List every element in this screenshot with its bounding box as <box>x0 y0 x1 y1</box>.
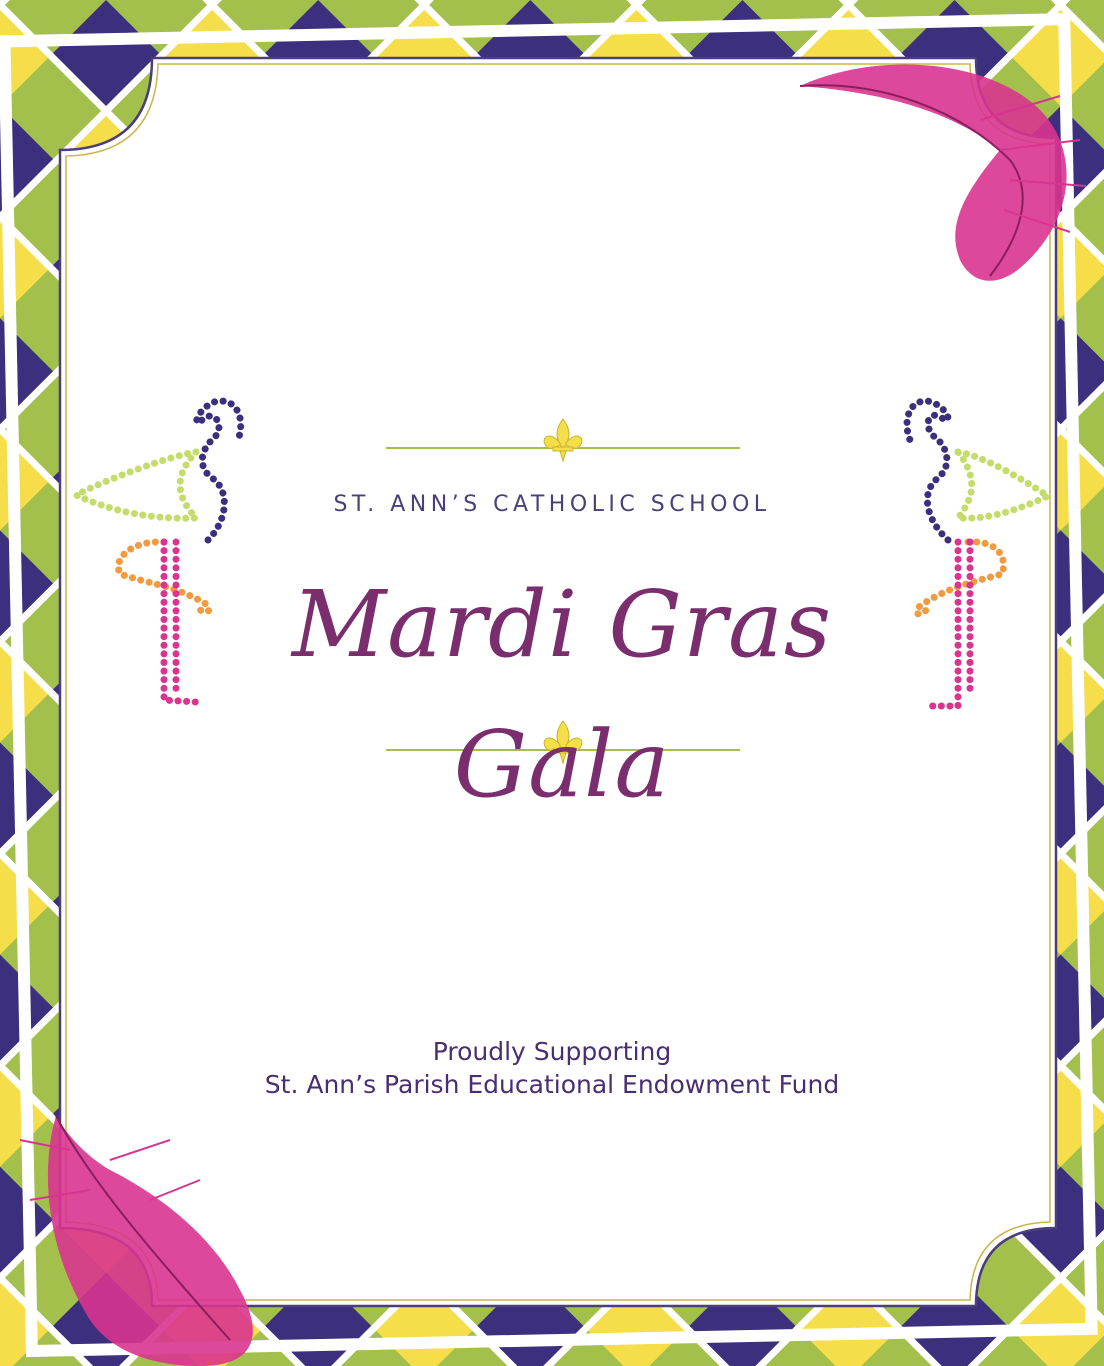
event-title: Mardi Gras Gala <box>291 571 833 818</box>
school-name: ST. ANN’S CATHOLIC SCHOOL <box>333 492 771 517</box>
support-line-2: St. Ann’s Parish Educational Endowment Fund <box>264 1070 840 1099</box>
support-text <box>0 1035 1104 1101</box>
support-line-1: Proudly Supporting <box>432 1037 672 1066</box>
